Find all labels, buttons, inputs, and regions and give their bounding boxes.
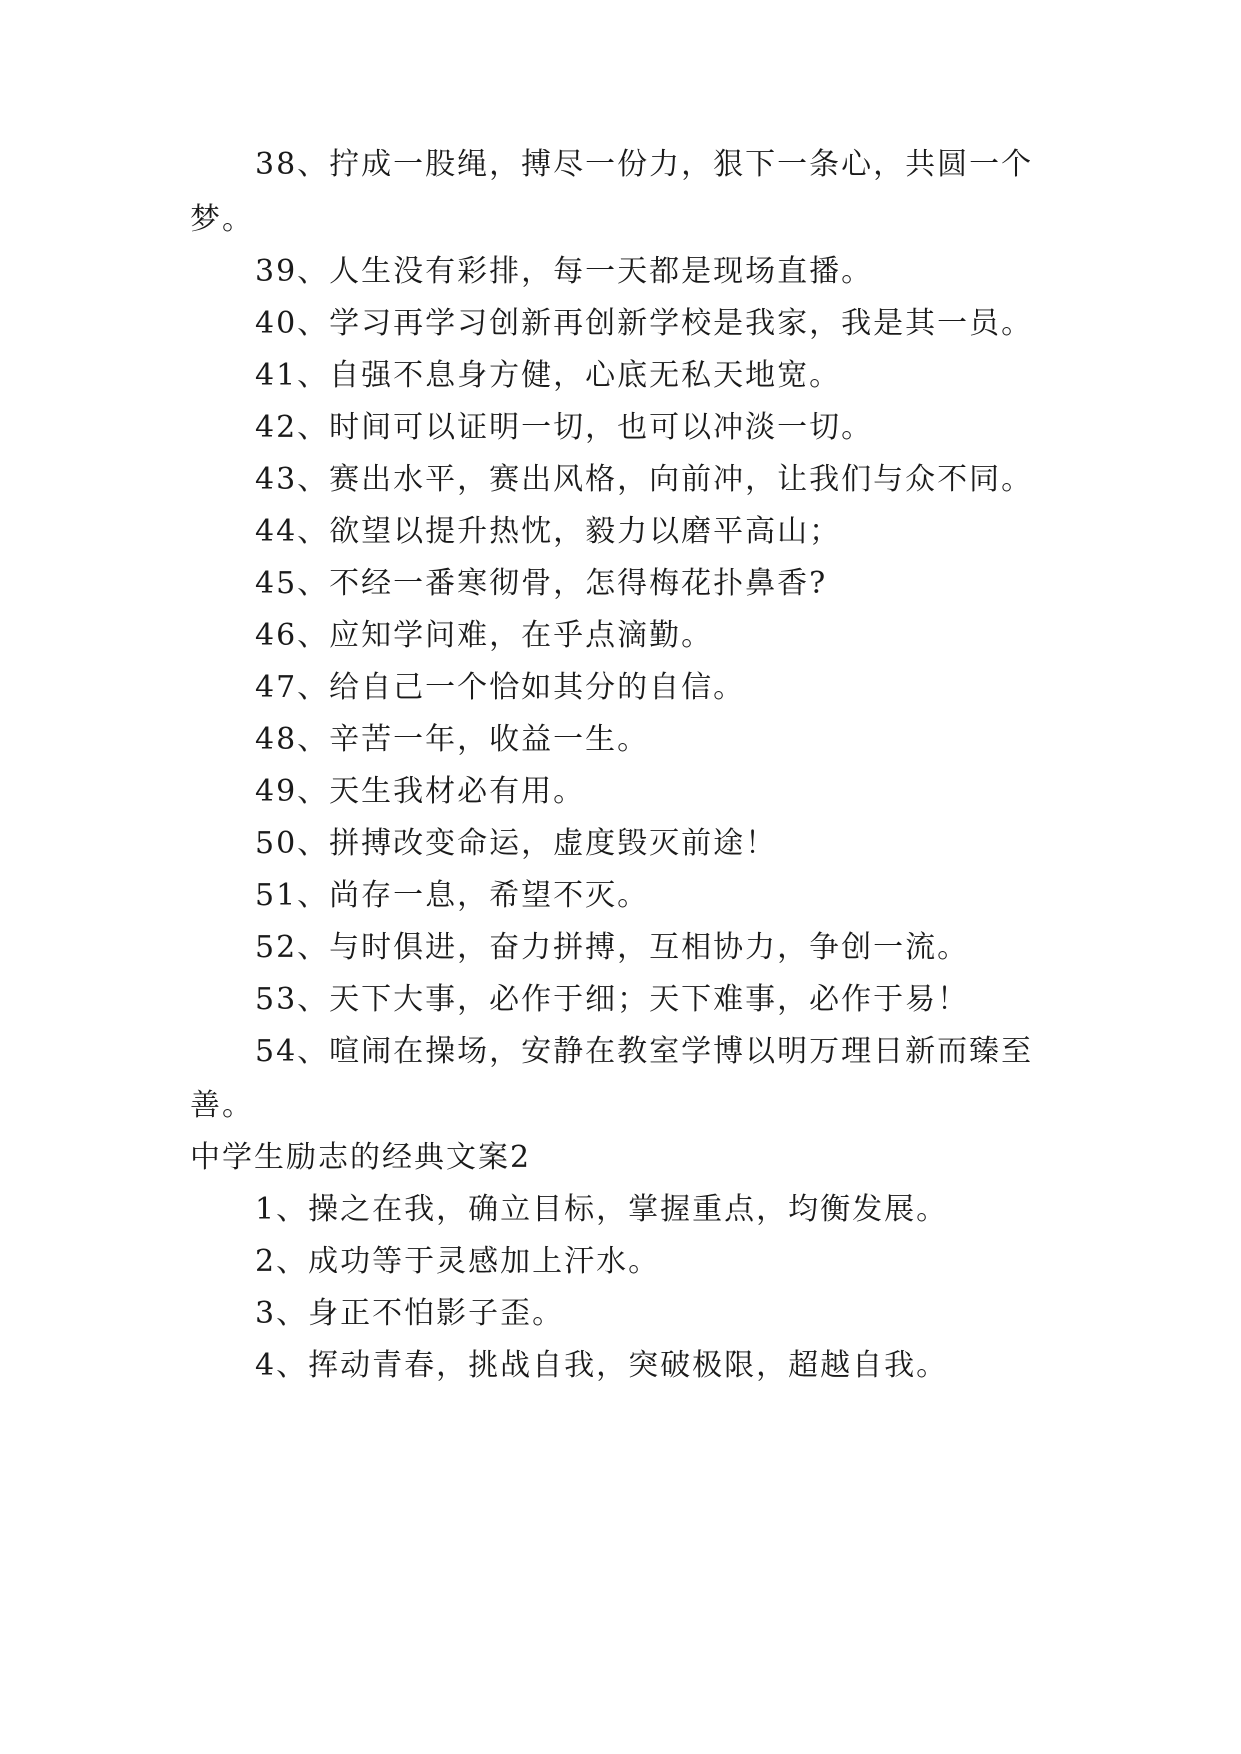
list-item: 44、欲望以提升热忱，毅力以磨平高山； [255, 514, 842, 549]
list-item: 47、给自己一个恰如其分的自信。 [255, 670, 746, 705]
list-item: 52、与时俱进，奋力拼搏，互相协力，争创一流。 [255, 930, 970, 965]
list-item: 54、喧闹在操场，安静在教室学博以明万理日新而臻至 [255, 1034, 1034, 1069]
list-item: 45、不经一番寒彻骨，怎得梅花扑鼻香? [255, 566, 828, 601]
list-item: 2、成功等于灵感加上汗水。 [255, 1244, 661, 1279]
list-item: 49、天生我材必有用。 [255, 774, 586, 809]
list-item: 3、身正不怕影子歪。 [255, 1296, 565, 1331]
list-item: 41、自强不息身方健，心底无私天地宽。 [255, 358, 842, 393]
list-item: 38、拧成一股绳，搏尽一份力，狠下一条心，共圆一个 [255, 147, 1034, 182]
list-item-continuation: 善。 [190, 1088, 254, 1123]
list-item: 48、辛苦一年，收益一生。 [255, 722, 650, 757]
list-item: 40、学习再学习创新再创新学校是我家，我是其一员。 [255, 306, 1034, 341]
list-item: 4、挥动青春，挑战自我，突破极限，超越自我。 [255, 1348, 949, 1383]
list-item: 50、拼搏改变命运，虚度毁灭前途！ [255, 826, 778, 861]
list-item: 51、尚存一息，希望不灭。 [255, 878, 650, 913]
section-heading: 中学生励志的经典文案2 [190, 1140, 532, 1175]
list-item: 43、赛出水平，赛出风格，向前冲，让我们与众不同。 [255, 462, 1034, 497]
list-item: 1、操之在我，确立目标，掌握重点，均衡发展。 [255, 1192, 949, 1227]
list-item: 42、时间可以证明一切，也可以冲淡一切。 [255, 410, 874, 445]
list-item-continuation: 梦。 [190, 202, 254, 237]
list-item: 46、应知学问难，在乎点滴勤。 [255, 618, 714, 653]
list-item: 53、天下大事，必作于细；天下难事，必作于易！ [255, 982, 970, 1017]
list-item: 39、人生没有彩排，每一天都是现场直播。 [255, 254, 874, 289]
